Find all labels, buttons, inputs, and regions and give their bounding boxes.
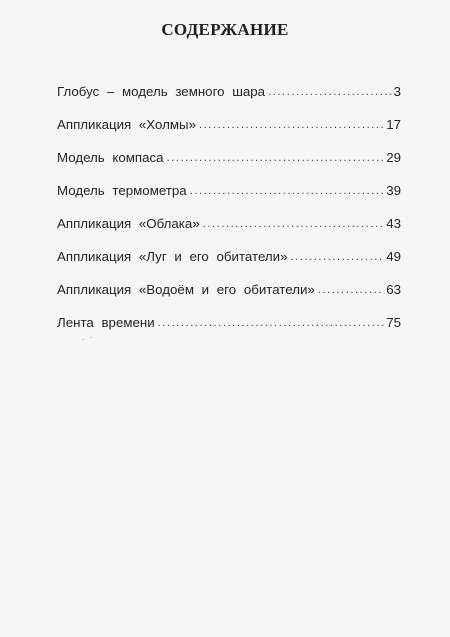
toc-dot-leader <box>318 284 384 296</box>
toc-dot-leader <box>190 185 385 197</box>
toc-entry-title: Глобус – модель земного шара <box>57 84 266 99</box>
toc-dot-leader <box>203 218 384 230</box>
toc-page-number: 75 <box>386 315 401 330</box>
toc-entry-title: Аппликация «Луг и его обитатели» <box>57 249 288 264</box>
toc-dot-leader <box>199 119 384 131</box>
toc-entry-title: Аппликация «Облака» <box>57 216 200 231</box>
toc-entry <box>57 216 401 249</box>
toc-page-number: 17 <box>386 117 401 132</box>
toc-dot-leader <box>167 152 385 164</box>
toc-entry-title: Модель компаса <box>57 150 164 165</box>
toc-dot-leader <box>290 251 384 263</box>
toc-entry <box>57 183 401 216</box>
toc-entry <box>57 150 401 183</box>
toc-page-number: 39 <box>386 183 401 198</box>
toc-dot-leader <box>268 86 392 98</box>
toc-entry <box>57 282 401 315</box>
page-title: СОДЕРЖАНИЕ <box>161 20 289 39</box>
toc-page-number: 43 <box>386 216 401 231</box>
toc-entry <box>57 117 401 150</box>
toc-page-number: 49 <box>386 249 401 264</box>
toc-entry-title: Аппликация «Холмы» <box>57 117 196 132</box>
paper-speck <box>90 337 92 338</box>
paper-speck <box>82 339 84 340</box>
toc-entry-title: Лента времени <box>57 315 155 330</box>
table-of-contents <box>57 84 401 348</box>
toc-dot-leader <box>158 317 385 329</box>
toc-entry <box>57 84 401 117</box>
toc-page-number: 29 <box>386 150 401 165</box>
toc-page-number: 63 <box>386 282 401 297</box>
toc-entry <box>57 249 401 282</box>
toc-entry <box>57 315 401 348</box>
toc-entry-title: Аппликация «Водоём и его обитатели» <box>57 282 315 297</box>
toc-page-number: 3 <box>393 84 401 99</box>
toc-entry-title: Модель термометра <box>57 183 187 198</box>
